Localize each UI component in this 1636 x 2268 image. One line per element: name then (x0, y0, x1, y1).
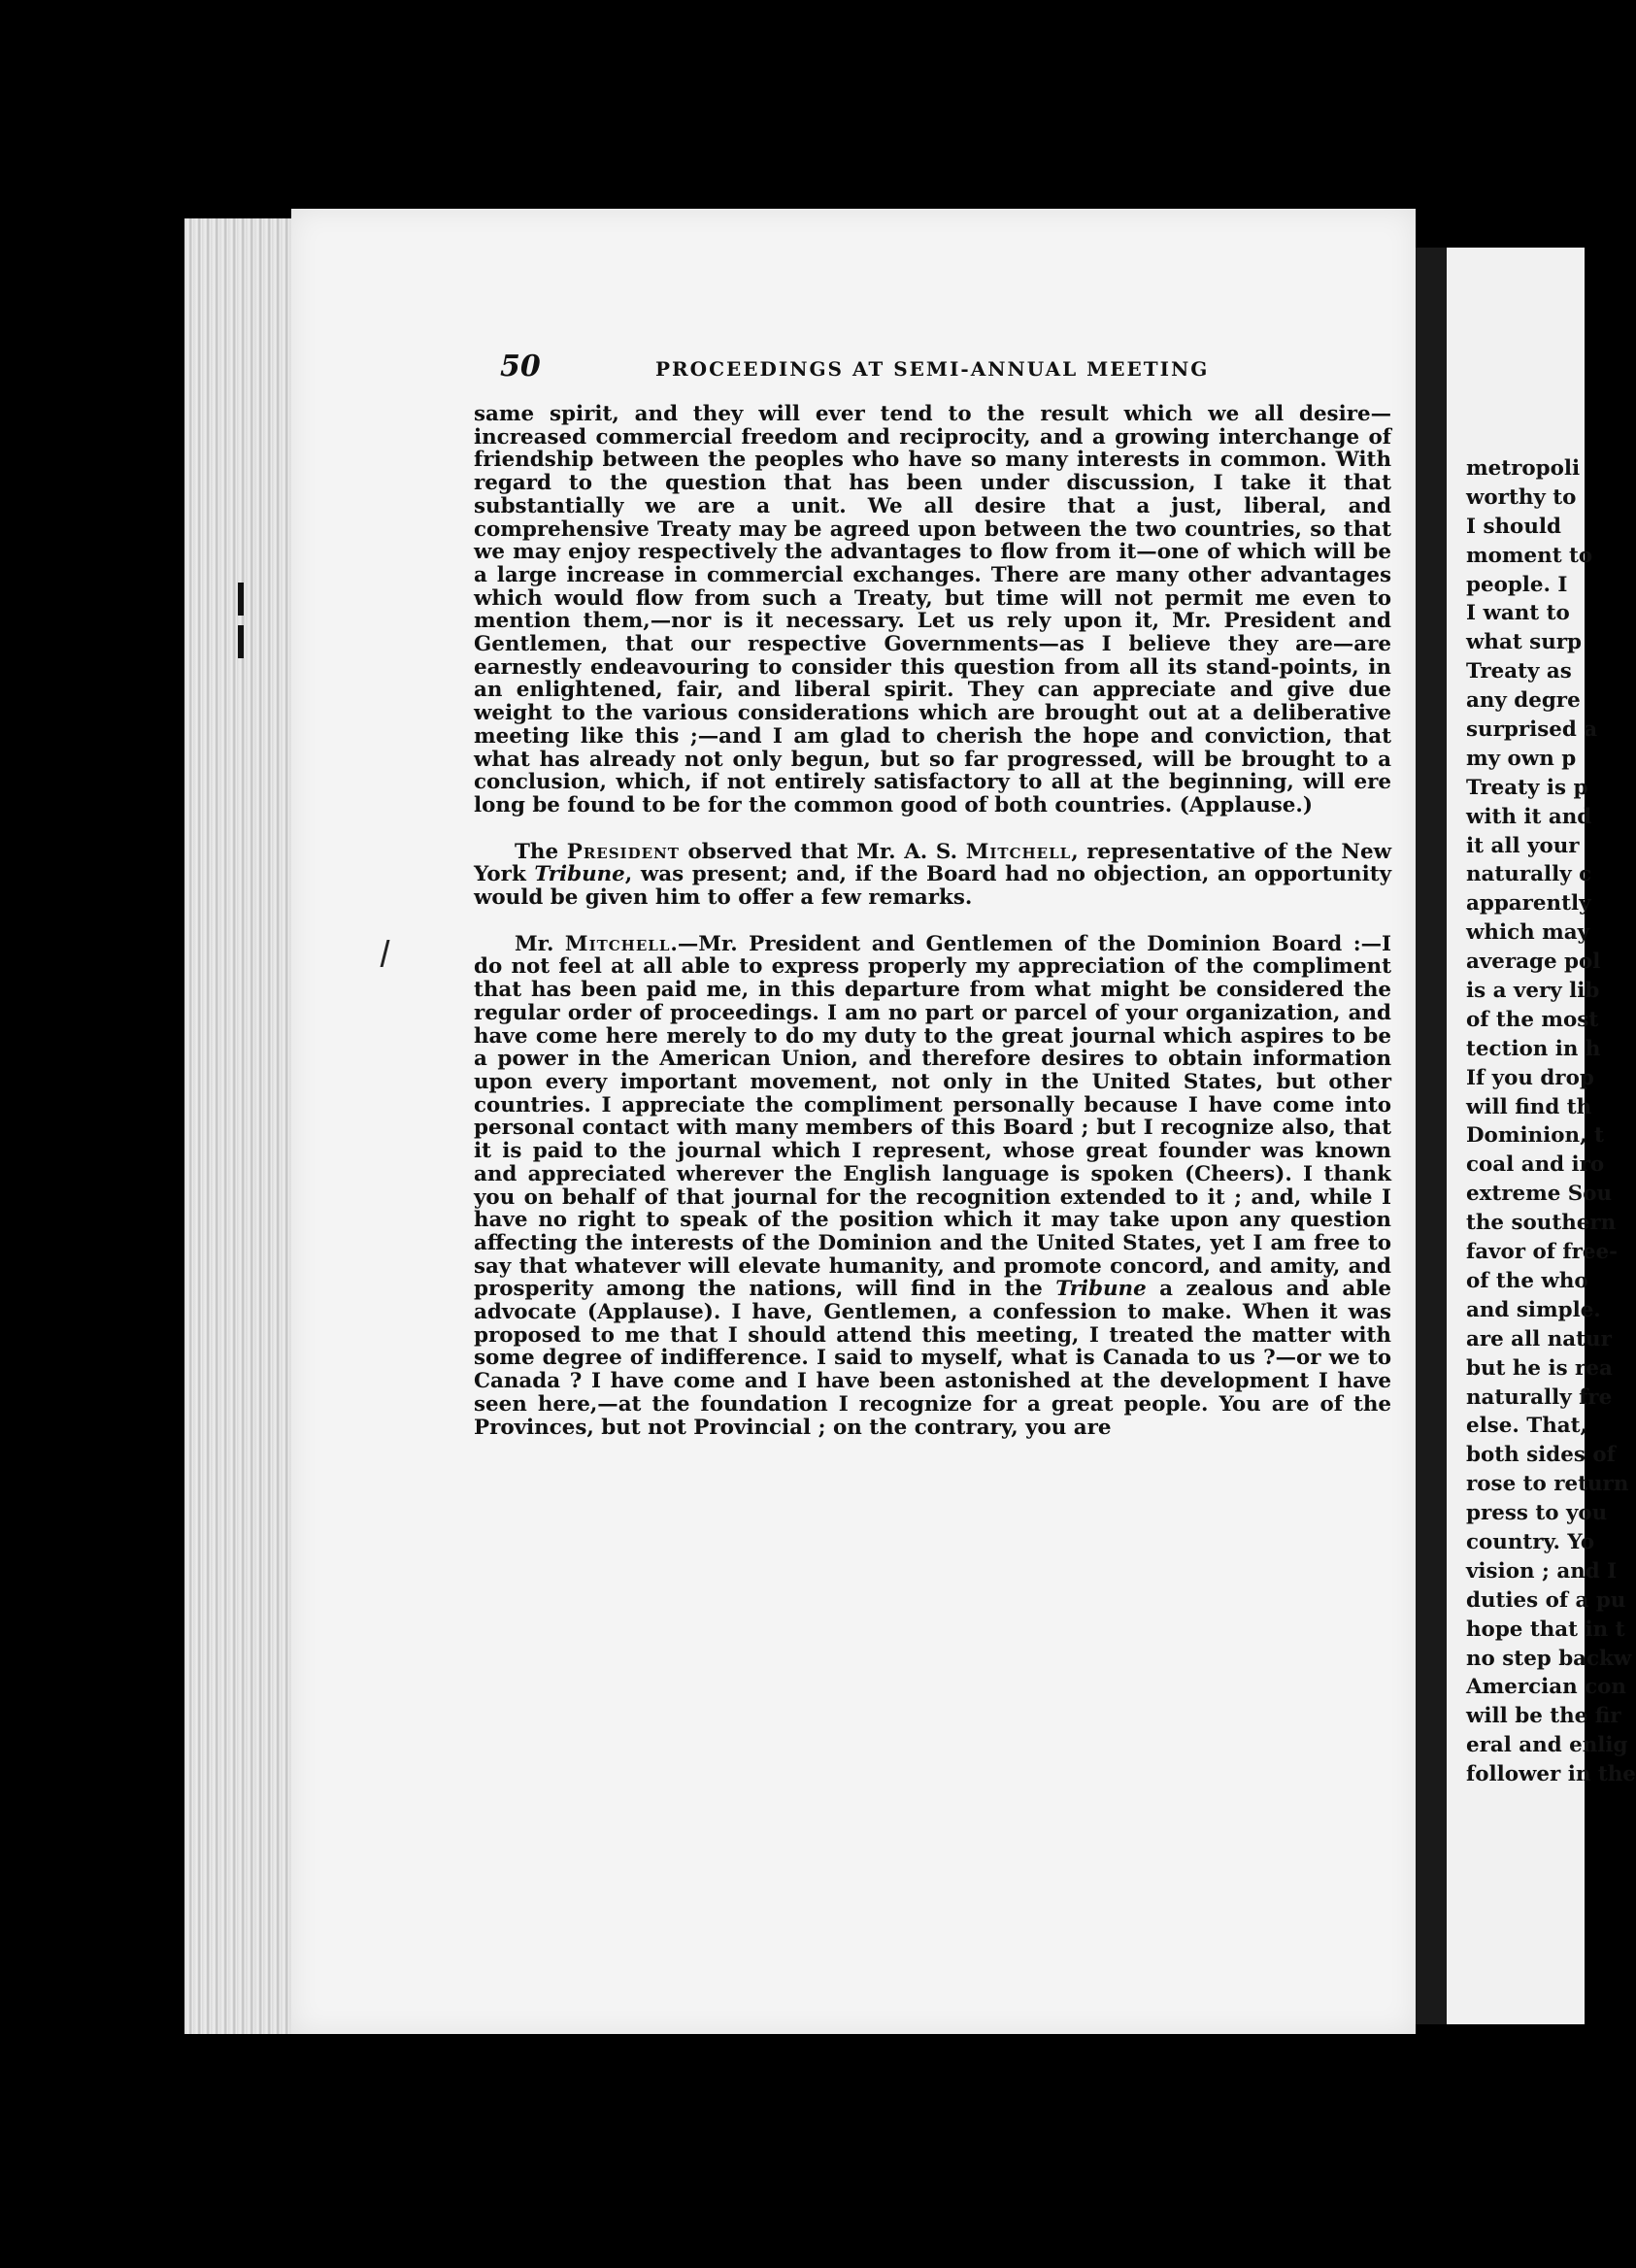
facing-page-line: both sides of (1466, 1443, 1616, 1468)
paragraph-1: same spirit, and they will ever tend to the result which we all desire—increased commercial freedom and reciprocity, and a growing interchange of friendship between the peoples who have so many interests in common. With regard to the question that has been under discussion, I take it that substantially we are a unit. We all desire that a just, liberal, and comprehensive Treaty may be agreed upon between the two countries, so that we may enjoy respectively the advantages to flow from it—one of which will be a large increase in commercial exchanges. There are many other advantages which would flow from such a Treaty, but time will not permit me even to mention them,—nor is it necessary. Let us rely upon it, Mr. President and Gentlemen, that our respective Governments—as I believe they are—are earnestly endeavouring to consider this question from all its stand-points, in an enlightened, fair, and liberal spirit. They can appreciate and give due weight to the various considerations which are brought out at a deliberative meeting like this ;—and I am glad to cherish the hope and conviction, that what has already not only begun, but so far progressed, will be brought to a conclusion, which, if not entirely satisfactory to all at the beginning, will ere long be found to be for the common good of both countries. (Applause.) (474, 402, 1391, 817)
facing-page-line: duties of a pu (1466, 1587, 1626, 1613)
facing-page-line: average pol (1466, 950, 1601, 975)
p3-text-b: a zealous and able advocate (Applause). I have, Gentlemen, a confession to make. When it was proposed to me that I should attend this meeting, I treated the matter with some degree of indifference. I said to myself, what is Canada to us ?—or we to Canada ? I have come and I have been astonished at the development I have seen here,—at the foundation I recognize for a great people. You are of the Provinces, but not Provincial ; on the contrary, you are (474, 1277, 1391, 1440)
facing-page-line: will find th (1466, 1094, 1592, 1119)
facing-page-line: metropoli (1466, 456, 1581, 481)
facing-page-line: are all natur (1466, 1326, 1612, 1351)
p2-text-c: , was present; and, if the Board had no objection, an opportunity would be given him to offer a few remarks. (474, 862, 1391, 911)
page-header (500, 350, 1238, 388)
facing-page-line: vision ; and I (1466, 1558, 1618, 1584)
facing-page-line: and simple. (1466, 1297, 1601, 1322)
facing-page-line: any degre (1466, 688, 1581, 714)
facing-page-line: Treaty is p (1466, 775, 1588, 800)
facing-page-line: the southern (1466, 1211, 1617, 1236)
facing-page-line: will be the fir (1466, 1704, 1621, 1729)
p2-text-a: observed that Mr. A. S. (679, 839, 966, 864)
body-text (474, 403, 1391, 1956)
facing-page-line: of the who (1466, 1268, 1588, 1293)
facing-page-line: Dominion, t (1466, 1123, 1604, 1149)
facing-page-line: follower in the (1466, 1762, 1636, 1787)
p3-text-a: .—Mr. President and Gentlemen of the Dominion Board :—I do not feel at all able to express properly my appreciation of the compliment that has been paid me, in this departure from what might be considered the regular order of proceedings. I am no part or parcel of your organization, and have come here merely to do my duty to the great journal which aspires to be a power in the American Union, and therefore desires to obtain information upon every important movement, not only in the United States, but other countries. I appreciate the compliment personally because I have come into personal contact with many members of this Board ; but I recognize also, that it is paid to the journal which I represent, whose great founder was known and appreciated wherever the English language is spoken (Cheers). I thank you on behalf of that journal for the recognition extended to it ; and, while I have no right to speak of the position which it may take upon any question affecting the interests of the Dominion and the United States, yet I am free to say that whatever will elevate humanity, and promote concord, and amity, and prosperity among the nations, will find in the (474, 931, 1391, 1302)
speaker-mitchell: Mitchell (965, 839, 1072, 864)
facing-page-line: Treaty as (1466, 659, 1572, 684)
facing-page-line: people. I (1466, 572, 1568, 597)
facing-page-line: naturally c (1466, 862, 1592, 887)
tribune-title: Tribune (534, 862, 625, 887)
facing-page-line: country. Yo (1466, 1529, 1595, 1554)
facing-page-line: favor of free- (1466, 1240, 1618, 1265)
running-head: PROCEEDINGS AT SEMI-ANNUAL MEETING (655, 357, 1210, 381)
p2-text-b: , representative of the New York (474, 839, 1392, 887)
facing-page-line: my own p (1466, 746, 1577, 771)
facing-page-line: it all your (1466, 833, 1580, 858)
facing-page-line: but he is rea (1466, 1355, 1613, 1381)
facing-page-line: what surp (1466, 630, 1582, 655)
facing-page-line: else. That, (1466, 1414, 1587, 1439)
facing-page-line: naturally fre (1466, 1384, 1613, 1410)
facing-page-line: moment to (1466, 543, 1593, 568)
paragraph-3 (474, 933, 1391, 1439)
facing-page-line: If you drop (1466, 1065, 1594, 1090)
paragraph-2 (474, 841, 1391, 910)
facing-page-line: Amercian con (1466, 1675, 1626, 1700)
facing-page-line: hope that in t (1466, 1617, 1625, 1642)
facing-page-line: surprised a (1466, 717, 1598, 743)
facing-page-text (1466, 454, 1636, 1789)
facing-page-line: extreme Sou (1466, 1182, 1613, 1207)
facing-page-line: I should (1466, 514, 1561, 539)
facing-page-line: with it and (1466, 804, 1592, 829)
facing-page-line: tection in h (1466, 1036, 1601, 1061)
facing-page-line: worthy to (1466, 484, 1577, 510)
page-edge-marks (231, 573, 250, 728)
p3-text-start: Mr. (515, 931, 565, 956)
stacked-page-edges (184, 218, 291, 2034)
tribune-title-2: Tribune (1055, 1277, 1147, 1302)
facing-page-line: eral and enlig (1466, 1733, 1628, 1758)
facing-page-line: is a very lib (1466, 979, 1600, 1004)
facing-page-line: no step backw (1466, 1646, 1632, 1671)
page-number: 50 (500, 350, 541, 384)
speaker-mitchell-2: Mitchell (564, 931, 671, 956)
facing-page-line: I want to (1466, 601, 1570, 626)
speaker-president: President (566, 839, 680, 864)
p2-text-start: The (515, 839, 567, 864)
facing-page-line: of the most (1466, 1007, 1599, 1032)
facing-page-line: rose to return (1466, 1472, 1629, 1497)
facing-page-line: press to you (1466, 1501, 1608, 1526)
facing-page-line: apparently (1466, 891, 1591, 917)
facing-page-line: which may (1466, 920, 1590, 946)
facing-page-line: coal and iro (1466, 1152, 1605, 1178)
